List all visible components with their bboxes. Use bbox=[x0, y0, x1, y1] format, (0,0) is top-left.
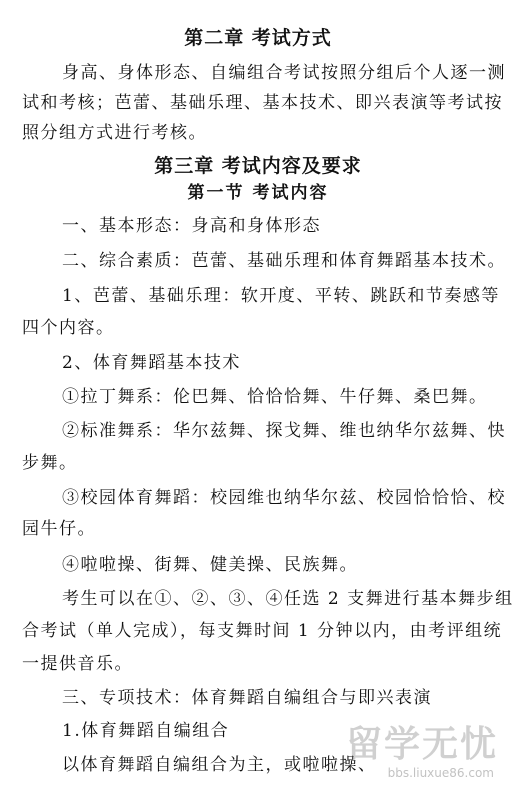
content-line-6: ①拉丁舞系：伦巴舞、恰恰恰舞、牛仔舞、桑巴舞。 bbox=[62, 387, 488, 407]
content-line-5: 2、体育舞蹈基本技术 bbox=[62, 353, 241, 373]
content-line-12: 考生可以在①、②、③、④任选 2 支舞进行基本舞步组 bbox=[62, 589, 514, 609]
content-line-10: 园牛仔。 bbox=[22, 519, 96, 539]
content-line-8: 步舞。 bbox=[22, 453, 78, 473]
content-line-15: 三、专项技术：体育舞蹈自编组合与即兴表演 bbox=[62, 688, 432, 708]
content-line-13: 合考试（单人完成），每支舞时间 1 分钟以内，由考评组统 bbox=[22, 621, 503, 641]
chapter-2-paragraph-line-1: 身高、身体形态、自编组合考试按照分组后个人逐一测 bbox=[62, 63, 506, 83]
content-line-1: 一、基本形态：身高和身体形态 bbox=[62, 216, 321, 236]
section-1-title: 第一节 考试内容 bbox=[187, 183, 329, 203]
content-line-14: 一提供音乐。 bbox=[22, 654, 133, 674]
content-line-3: 1、芭蕾、基础乐理：软开度、平转、跳跃和节奏感等 bbox=[62, 286, 500, 306]
content-line-11: ④啦啦操、街舞、健美操、民族舞。 bbox=[62, 555, 358, 575]
chapter-3-title: 第三章 考试内容及要求 bbox=[154, 155, 362, 177]
chapter-2-paragraph-line-2: 试和考核；芭蕾、基础乐理、基本技术、即兴表演等考试按 bbox=[22, 93, 503, 113]
watermark-url: bbs.liuxue86.com bbox=[387, 766, 494, 780]
chapter-2-title: 第二章 考试方式 bbox=[184, 27, 332, 49]
content-line-7: ②标准舞系：华尔兹舞、探戈舞、维也纳华尔兹舞、快 bbox=[62, 421, 506, 441]
content-line-4: 四个内容。 bbox=[22, 318, 115, 338]
content-line-9: ③校园体育舞蹈：校园维也纳华尔兹、校园恰恰恰、校 bbox=[62, 488, 506, 508]
chapter-2-paragraph-line-3: 照分组方式进行考核。 bbox=[22, 123, 207, 143]
content-line-17: 以体育舞蹈自编组合为主，或啦啦操、 bbox=[62, 755, 377, 775]
content-line-16: 1.体育舞蹈自编组合 bbox=[62, 721, 230, 741]
watermark-logo-text: 留学无忧 bbox=[345, 724, 498, 765]
content-line-2: 二、综合素质：芭蕾、基础乐理和体育舞蹈基本技术。 bbox=[62, 251, 506, 271]
